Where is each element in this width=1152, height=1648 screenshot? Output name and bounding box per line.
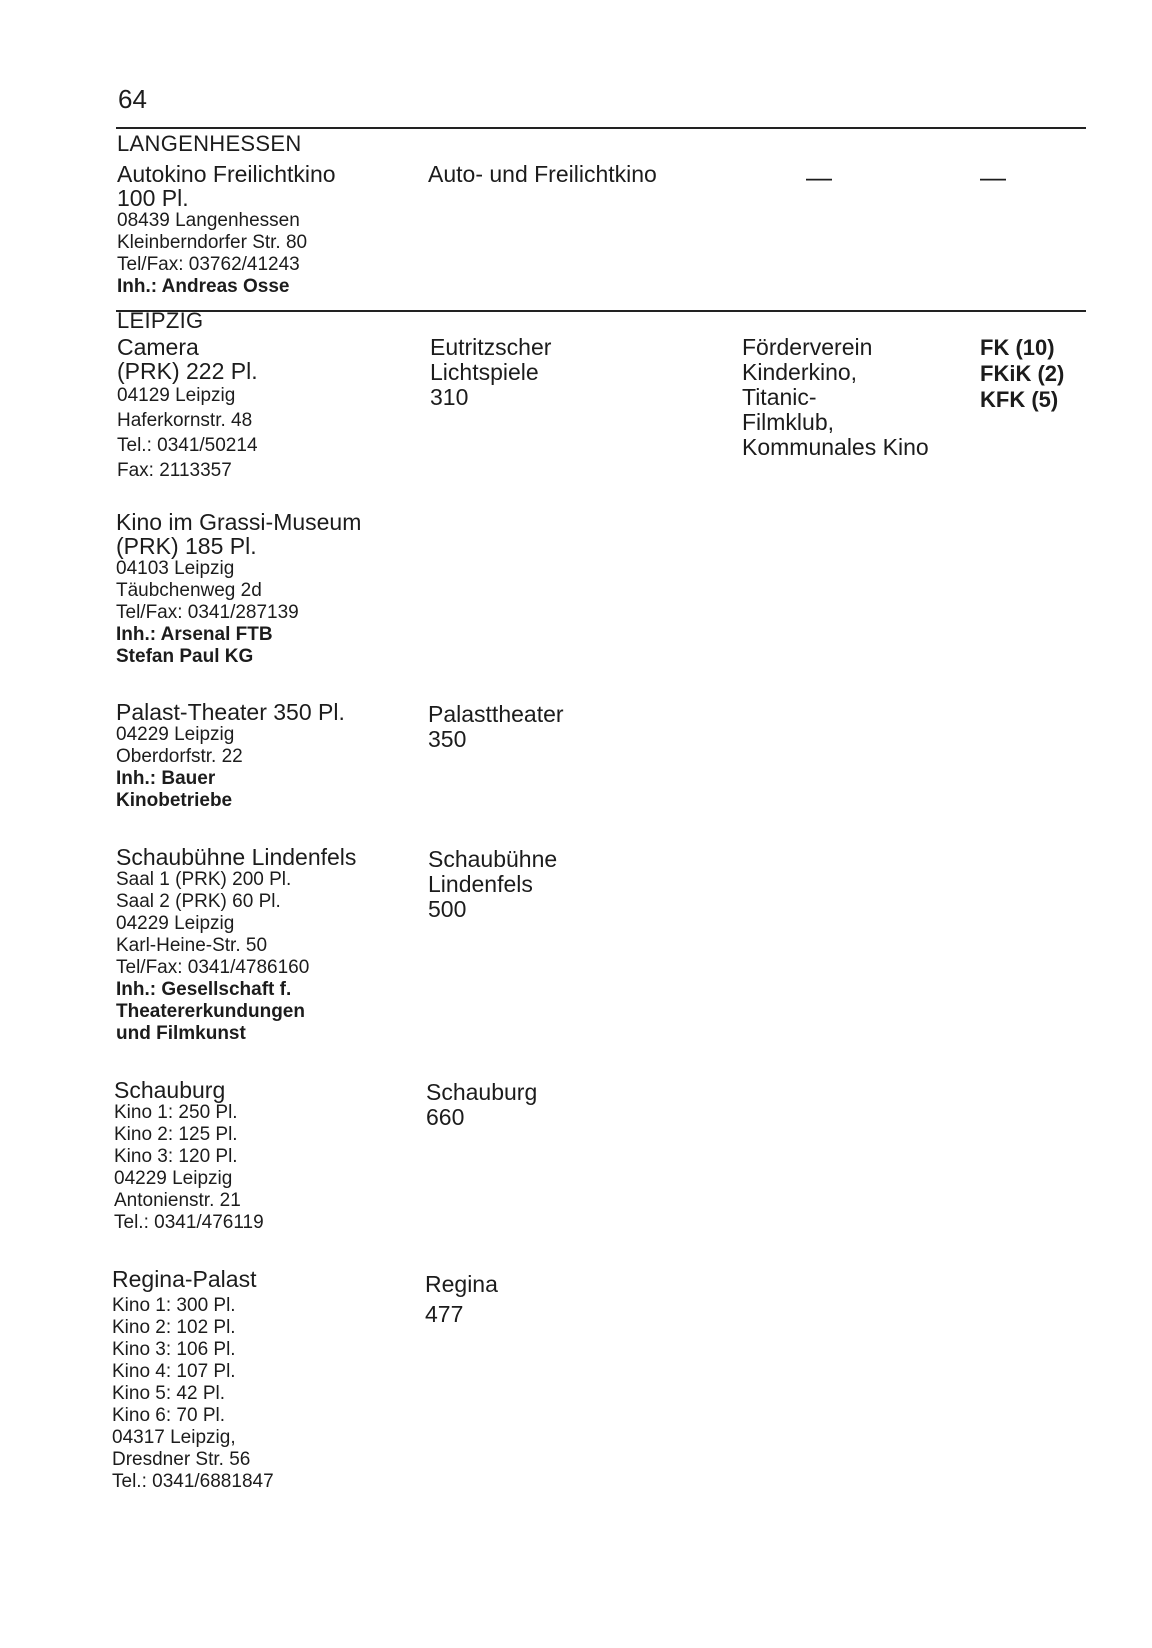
address-line: 04103 Leipzig	[116, 558, 235, 579]
phone-line: Tel.: 0341/50214	[117, 435, 258, 456]
venue-name	[430, 335, 720, 410]
hall-line: Kino 5: 42 Pl.	[112, 1383, 226, 1404]
hall-line: Saal 1 (PRK) 200 Pl.	[116, 869, 292, 890]
venue-line: Lindenfels	[428, 871, 533, 897]
address-line: Antonienstr. 21	[114, 1190, 241, 1211]
address-line: Kleinberndorfer Str. 80	[117, 232, 308, 253]
hall-line: Kino 2: 102 Pl.	[112, 1317, 236, 1338]
address-line: Dresdner Str. 56	[112, 1449, 251, 1470]
owner-line: Theatererkundungen	[116, 1001, 305, 1022]
hall-line: Kino 1: 250 Pl.	[114, 1102, 238, 1123]
address-line: Oberdorfstr. 22	[116, 746, 243, 767]
address-line: 04317 Leipzig,	[112, 1427, 236, 1448]
phone-line: Tel/Fax: 0341/4786160	[116, 957, 310, 978]
hall-line: Kino 6: 70 Pl.	[112, 1405, 226, 1426]
venue-line: Palasttheater	[428, 701, 564, 727]
owner-line: Stefan Paul KG	[116, 646, 254, 667]
hall-line: Kino 1: 300 Pl.	[112, 1295, 236, 1316]
entry-info	[116, 510, 416, 668]
page-number: 64	[118, 84, 147, 114]
address-line: Haferkornstr. 48	[117, 410, 253, 431]
entry-info	[117, 162, 417, 298]
organization-line: Kommunales Kino	[742, 434, 929, 460]
address-line: 04229 Leipzig	[114, 1168, 233, 1189]
owner-line: Inh.: Gesellschaft f.	[116, 979, 292, 1000]
owner-line: und Filmkunst	[116, 1023, 246, 1044]
section-rule-langenhessen	[116, 127, 1086, 129]
fax-line: Fax: 2113357	[117, 460, 232, 481]
phone-line: Tel.: 0341/6881847	[112, 1471, 274, 1492]
venue-type	[428, 162, 718, 187]
city-heading-leipzig: LEIPZIG	[117, 308, 204, 333]
address-line: 04229 Leipzig	[116, 724, 235, 745]
entry-info	[112, 1267, 412, 1493]
venue-seats: 477	[425, 1301, 464, 1327]
venue-line: Schauburg	[426, 1079, 538, 1105]
venue-name	[428, 847, 718, 922]
hall-line: Kino 3: 120 Pl.	[114, 1146, 238, 1167]
entry-info	[116, 700, 416, 812]
hall-line: Kino 3: 106 Pl.	[112, 1339, 236, 1360]
cinema-name: Schauburg	[114, 1077, 226, 1103]
cinema-seats: 100 Pl.	[117, 185, 189, 211]
city-heading-langenhessen: LANGENHESSEN	[117, 131, 302, 156]
venue-seats: 350	[428, 726, 467, 752]
venue-seats: 310	[430, 384, 469, 410]
venue-line: Lichtspiele	[430, 359, 539, 385]
entry-info	[116, 845, 416, 1045]
cinema-name: Kino im Grassi-Museum	[116, 509, 362, 535]
venue-name	[426, 1080, 716, 1130]
phone-line: Tel.: 0341/476119	[114, 1212, 264, 1233]
cinema-name: Palast-Theater 350 Pl.	[116, 699, 345, 725]
entry-info	[117, 335, 417, 483]
empty-dash: —	[980, 162, 1006, 192]
venue-seats: 500	[428, 896, 467, 922]
cinema-name: Regina-Palast	[112, 1266, 257, 1292]
phone-line: Tel/Fax: 0341/287139	[116, 602, 299, 623]
code-line: FK (10)	[980, 335, 1055, 360]
cinema-name: Autokino Freilichtkino	[117, 161, 336, 187]
code-line: KFK (5)	[980, 387, 1059, 412]
owner-line: Inh.: Arsenal FTB	[116, 624, 273, 645]
hall-line: Saal 2 (PRK) 60 Pl.	[116, 891, 281, 912]
cinema-seats: (PRK) 185 Pl.	[116, 533, 257, 559]
address-line: 04229 Leipzig	[116, 913, 235, 934]
hall-line: Kino 2: 125 Pl.	[114, 1124, 238, 1145]
organization-line: Kinderkino,	[742, 359, 858, 385]
section-rule-leipzig	[116, 310, 1086, 312]
owner-line: Inh.: Bauer	[116, 768, 216, 789]
venue-name	[428, 702, 718, 752]
venue-line: Schaubühne	[428, 846, 558, 872]
owner-line: Inh.: Andreas Osse	[117, 276, 290, 297]
organization-line: Filmklub,	[742, 409, 835, 435]
cinema-name: Camera	[117, 334, 199, 360]
cinema-name: Schaubühne Lindenfels	[116, 844, 357, 870]
venue-line: Auto- und Freilichtkino	[428, 161, 657, 187]
owner-line: Kinobetriebe	[116, 790, 233, 811]
address-line: Karl-Heine-Str. 50	[116, 935, 268, 956]
empty-dash: —	[806, 162, 832, 192]
venue-name	[425, 1269, 715, 1329]
cinema-seats: (PRK) 222 Pl.	[117, 358, 258, 384]
address-line: Täubchenweg 2d	[116, 580, 262, 601]
entry-info	[114, 1078, 414, 1234]
organization-line: Titanic-	[742, 384, 817, 410]
hall-line: Kino 4: 107 Pl.	[112, 1361, 236, 1382]
code-list	[980, 335, 1100, 413]
phone-line: Tel/Fax: 03762/41243	[117, 254, 300, 275]
organization-list	[742, 335, 972, 460]
address-line: 08439 Langenhessen	[117, 210, 300, 231]
code-line: FKiK (2)	[980, 361, 1065, 386]
organization-line: Förderverein	[742, 334, 873, 360]
address-line: 04129 Leipzig	[117, 385, 236, 406]
venue-line: Regina	[425, 1271, 498, 1297]
venue-seats: 660	[426, 1104, 465, 1130]
venue-line: Eutritzscher	[430, 334, 552, 360]
